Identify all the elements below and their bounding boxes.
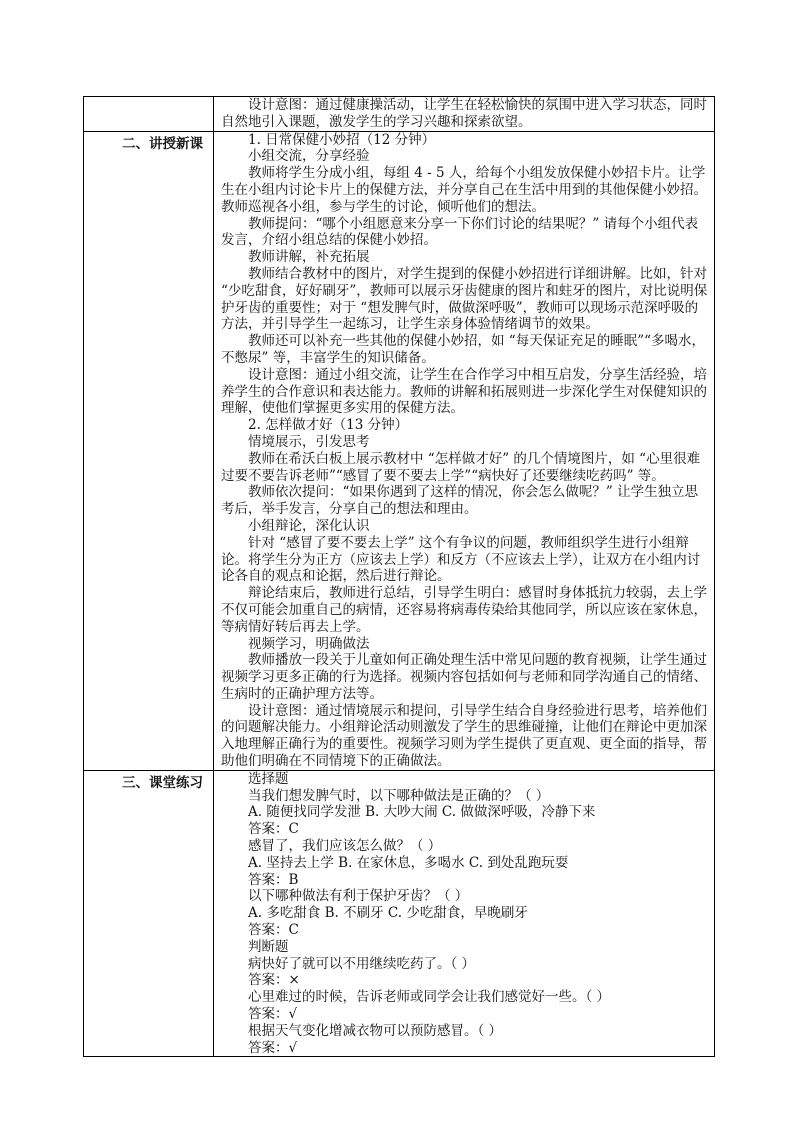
line-heading: 1. 日常保健小妙招（12 分钟） [248,131,436,148]
line-heading: 视频学习，明确做法 [248,635,370,652]
line-heading: A. 坚持去上学 B. 在家休息，多喝水 C. 到处乱跑玩耍 [248,854,569,871]
line-heading: A. 多吃甜食 B. 不刷牙 C. 少吃甜食，早晚刷牙 [248,905,528,922]
section-content-cell [214,131,715,770]
paragraph: 教师结合教材中的图片，对学生提到的保健小妙招进行详细讲解。比如，针对 “少吃甜食，好好刷牙”，教师可以展示牙齿健康的图片和蛀牙的图片，对比说明保护牙齿的重要性；对于 “想发脾气时，做做深呼吸”，教师可以现场示范深呼吸的方法，并引导学生一起练习，让学生亲身体验情绪调节的效果。 [221,265,708,333]
table-row [84,770,715,1057]
line-heading: 病快好了就可以不用继续吃药了。（ ） [248,955,476,972]
section-title: 二、讲授新课 [122,135,203,152]
section-label-cell [84,131,214,770]
lesson-plan-table [83,96,715,1057]
line-heading: 2. 怎样做才好（13 分钟） [248,417,409,434]
paragraph: 针对 “感冒了要不要去上学” 这个有争议的问题，教师组织学生进行小组辩论。将学生分为正方（应该去上学）和反方（不应该去上学），让双方在小组内讨论各自的观点和论据，然后进行辩论。 [221,534,701,585]
table-row [84,97,715,132]
paragraph: 教师还可以补充一些其他的保健小妙招，如 “每天保证充足的睡眠”“多喝水，不憋尿” 等，丰富学生的知识储备。 [221,333,705,366]
line-heading: 答案：B [248,871,299,888]
paragraph: 设计意图：通过情境展示和提问，引导学生结合自身经验进行思考，培养他们的问题解决能力。小组辩论活动则激发了学生的思维碰撞，让他们在辩论中更加深入地理解正确行为的重要性。视频学习则为学生提供了更直观、更全面的指导，帮助他们明确在不同情境下的正确做法。 [221,702,707,770]
line-heading: 答案：√ [248,1006,298,1023]
line-heading: 当我们想发脾气时，以下哪种做法是正确的？（ ） [248,787,550,804]
line-heading: 根据天气变化增减衣物可以预防感冒。（ ） [248,1022,503,1039]
lesson-plan-page [83,96,715,1057]
line-heading: 答案：× [248,972,300,989]
table-row [84,131,715,770]
line-heading: 小组辩论，深化认识 [248,517,370,534]
section-label-cell [84,770,214,1057]
paragraph: 教师提问：“哪个小组愿意来分享一下你们讨论的结果呢？” 请每个小组代表发言，介绍小组总结的保健小妙招。 [221,215,699,249]
section-title: 三、课堂练习 [122,774,203,791]
line-heading: 情境展示，引发思考 [248,433,370,450]
paragraph: 教师播放一段关于儿童如何正确处理生活中常见问题的教育视频，让学生通过视频学习更多正确的行为选择。视频内容包括如何与老师和同学沟通自己的情绪、生病时的正确护理方法等。 [221,652,707,702]
paragraph: 辩论结束后，教师进行总结，引导学生明白：感冒时身体抵抗力较弱，去上学不仅可能会加重自己的病情，还容易将病毒传染给其他同学，所以应该在家休息，等病情好转后再去上学。 [221,585,707,635]
line-heading: 选择题 [248,770,289,787]
line-heading: 小组交流，分享经验 [248,148,370,165]
line-heading: 感冒了，我们应该怎么做？（ ） [248,838,442,855]
line-heading: A. 随便找同学发泄 B. 大吵大闹 C. 做做深呼吸，冷静下来 [248,804,596,821]
line-heading: 教师讲解，补充拓展 [248,249,370,266]
section-title [84,97,213,100]
line-heading: 以下哪种做法有利于保护牙齿？（ ） [248,888,469,905]
line-heading: 答案：√ [248,1039,298,1056]
paragraph: 教师在希沃白板上展示教材中 “怎样做才好” 的几个情境图片，如 “心里很难过要不要告诉老师”“感冒了要不要去上学”“病快好了还要继续吃药吗” 等。 [221,450,701,484]
line-heading: 判断题 [248,938,289,955]
paragraph: 教师将学生分成小组，每组 4 - 5 人，给每个小组发放保健小妙招卡片。让学生在小组内讨论卡片上的保健方法，并分享自己在生活中用到的其他保健小妙招。教师巡视各小组，参与学生的讨论，倾听他们的想法。 [221,165,707,215]
paragraph: 设计意图：通过健康操活动，让学生在轻松愉快的氛围中进入学习状态，同时自然地引入课题，激发学生的学习兴趣和探索欲望。 [221,97,707,130]
paragraph: 教师依次提问：“如果你遇到了这样的情况，你会怎么做呢？” 让学生独立思考后，举手发言，分享自己的想法和理由。 [221,484,699,518]
line-heading: 心里难过的时候，告诉老师或同学会让我们感觉好一些。（ ） [248,989,611,1006]
line-heading: 答案：C [248,922,299,939]
line-heading: 答案：C [248,821,299,838]
section-label-cell [84,97,214,132]
paragraph: 设计意图：通过小组交流，让学生在合作学习中相互启发，分享生活经验，培养学生的合作意识和表达能力。教师的讲解和拓展则进一步深化学生对保健知识的理解，使他们掌握更多实用的保健方法。 [221,366,707,417]
section-content-cell [214,770,715,1057]
section-content-cell [214,97,715,132]
